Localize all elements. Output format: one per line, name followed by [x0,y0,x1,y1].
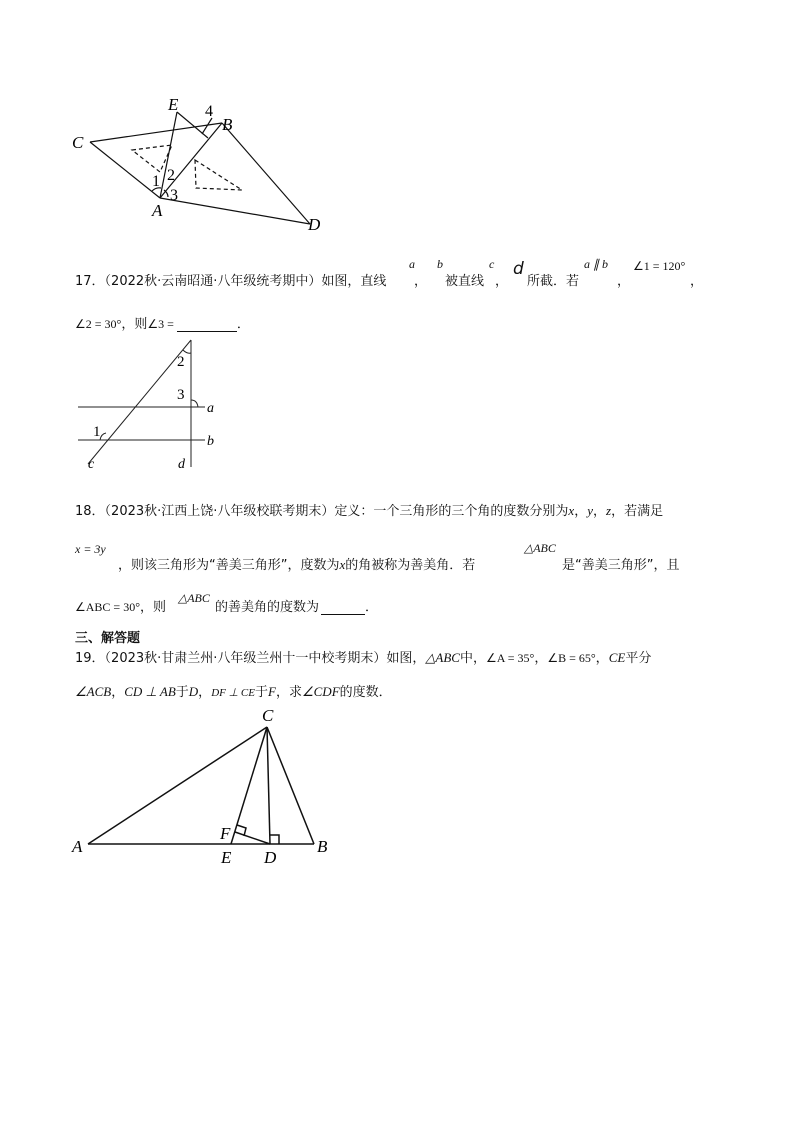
q18-comma-1: ， [574,504,588,519]
q17-angle3: ∠3 = [147,317,174,331]
q19-ce: CE [608,650,626,665]
q19-text-6: 的度数． [339,685,392,700]
q17-text-4: ，则 [121,317,148,332]
q17-sep-1: ， [414,274,428,289]
dashed-triangle-right [195,160,242,190]
q19-comma-4: ， [198,685,212,700]
q18-triangle-1: △ABC [524,541,556,555]
q19-text-4: 于 [175,685,189,700]
q17-text-3: 所截．若 [527,274,580,289]
q19-text-5: 于 [255,685,269,700]
segment-BD [222,123,310,224]
label-2: 2 [177,354,185,370]
line-c [88,340,191,464]
q17-var-c: c [489,257,495,271]
q19-triangle: △ABC [425,650,460,665]
q18-text-4: 的角被称为善美角．若 [345,558,476,573]
label-C: C [72,133,84,152]
q19-point-f: F [268,684,276,699]
q17-text-1: 如图，直线 [321,274,387,289]
q19-comma-2: ， [595,651,609,666]
q17-line2 [75,313,250,332]
label-b: b [207,434,214,449]
q18-end: ． [365,600,379,615]
q18-equation: x = 3y [75,542,106,556]
q19-comma-3: ， [111,685,125,700]
q18-answer-blank[interactable] [321,602,365,615]
q17-text-2: 被直线 [445,274,485,289]
label-1: 1 [152,173,160,190]
q17-answer-blank[interactable] [177,319,237,332]
segment-CD [267,727,270,844]
q18-line2 [118,554,475,573]
section-title: 三、解答题 [75,631,141,646]
angle-arc-2 [183,350,191,353]
q18-number: 18． [75,504,105,519]
q19-source: （2023秋·甘肃兰州·八年级兰州十一中校考期末） [104,651,387,666]
label-2: 2 [167,167,175,184]
q17-parallel: a ∥ b [584,257,608,271]
label-3: 3 [177,387,185,403]
q19-df-perp: DF ⊥ CE [211,687,255,699]
angle-arc-3 [164,190,168,197]
q17-source: （2022秋·云南昭通·八年级统考期中） [104,274,322,289]
label-E: E [221,848,232,867]
angle-arc-3 [191,400,198,407]
label-3: 3 [170,187,178,204]
label-E: E [168,95,179,114]
label-B: B [222,115,233,134]
q18-comma-2: ， [593,504,607,519]
q17-var-d: d [513,259,524,279]
label-c: c [88,457,95,472]
label-A: A [72,837,83,856]
q17-line1 [75,270,386,289]
q19-line2 [75,681,392,700]
q19-line1 [75,647,651,666]
right-angle-mark-d [270,835,279,844]
segment-AD [160,198,310,224]
q19-point-d: D [188,684,199,699]
q17-end: ． [236,317,250,332]
segment-AE [160,112,177,198]
q18-source: （2023秋·江西上饶·八年级校联考期末） [104,504,335,519]
label-a: a [207,401,214,416]
q18-line3 [75,596,166,615]
figure-q19 [68,700,348,870]
label-A: A [152,201,163,220]
figure-q16 [60,90,340,240]
q19-comma-5: ，求 [275,685,302,700]
q19-text-3: 平分 [625,651,652,666]
q18-text-1: 定义：一个三角形的三个角的度数分别为 [334,504,569,519]
q19-angle-a: ∠A = 35° [486,651,535,665]
q18-angle-abc: ∠ABC = 30° [75,600,140,614]
q18-text-2: ，若满足 [611,504,664,519]
q18-text-6: ，则 [140,600,167,615]
label-D: D [264,848,277,867]
q17-var-b: b [437,257,443,271]
q19-comma-1: ， [534,651,548,666]
q17-sep-2: ， [495,274,509,289]
q19-text-1: 如图， [386,651,426,666]
figure-q17 [70,332,230,472]
q18-var-z: z [606,503,612,518]
q19-cd-perp: CD ⊥ AB [124,684,176,699]
label-1: 1 [93,424,101,440]
q18-var-x2: x [339,557,346,572]
q18-text-5: 是“善美三角形”，且 [562,558,680,573]
segment-DF [235,832,270,844]
segment-BC [267,727,314,844]
q19-angle-b: ∠B = 65° [547,651,596,665]
angle-arc-1 [100,433,106,440]
q17-sep-3: ， [617,274,631,289]
q19-acb: ∠ACB [75,684,112,699]
q18-line1 [75,500,663,519]
label-C: C [262,706,274,725]
q19-number: 19． [75,651,105,666]
label-d: d [178,457,185,472]
q18-var-y: y [587,503,593,518]
label-D: D [308,215,321,234]
q18-var-x: x [568,503,575,518]
q18-text-7: 的善美角的度数为 [215,600,320,615]
segment-EB-top [177,112,208,138]
q19-cdf: ∠CDF [301,684,340,699]
label-B: B [317,837,328,856]
q18-triangle-2: △ABC [178,591,210,605]
segment-CE [231,727,267,844]
q17-sep-4: ， [690,274,704,289]
q18-text-3: ，则该三角形为“善美三角形”，度数为 [118,558,340,573]
q17-number: 17． [75,274,105,289]
q17-var-a: a [409,257,415,271]
label-4: 4 [205,103,213,120]
q17-angle2: ∠2 = 30° [75,317,122,331]
segment-CA [90,142,160,198]
label-F: F [220,824,231,843]
q17-angle1: ∠1 = 120° [633,259,686,273]
q18-line3b [215,596,378,615]
q19-text-2: 中， [459,651,486,666]
